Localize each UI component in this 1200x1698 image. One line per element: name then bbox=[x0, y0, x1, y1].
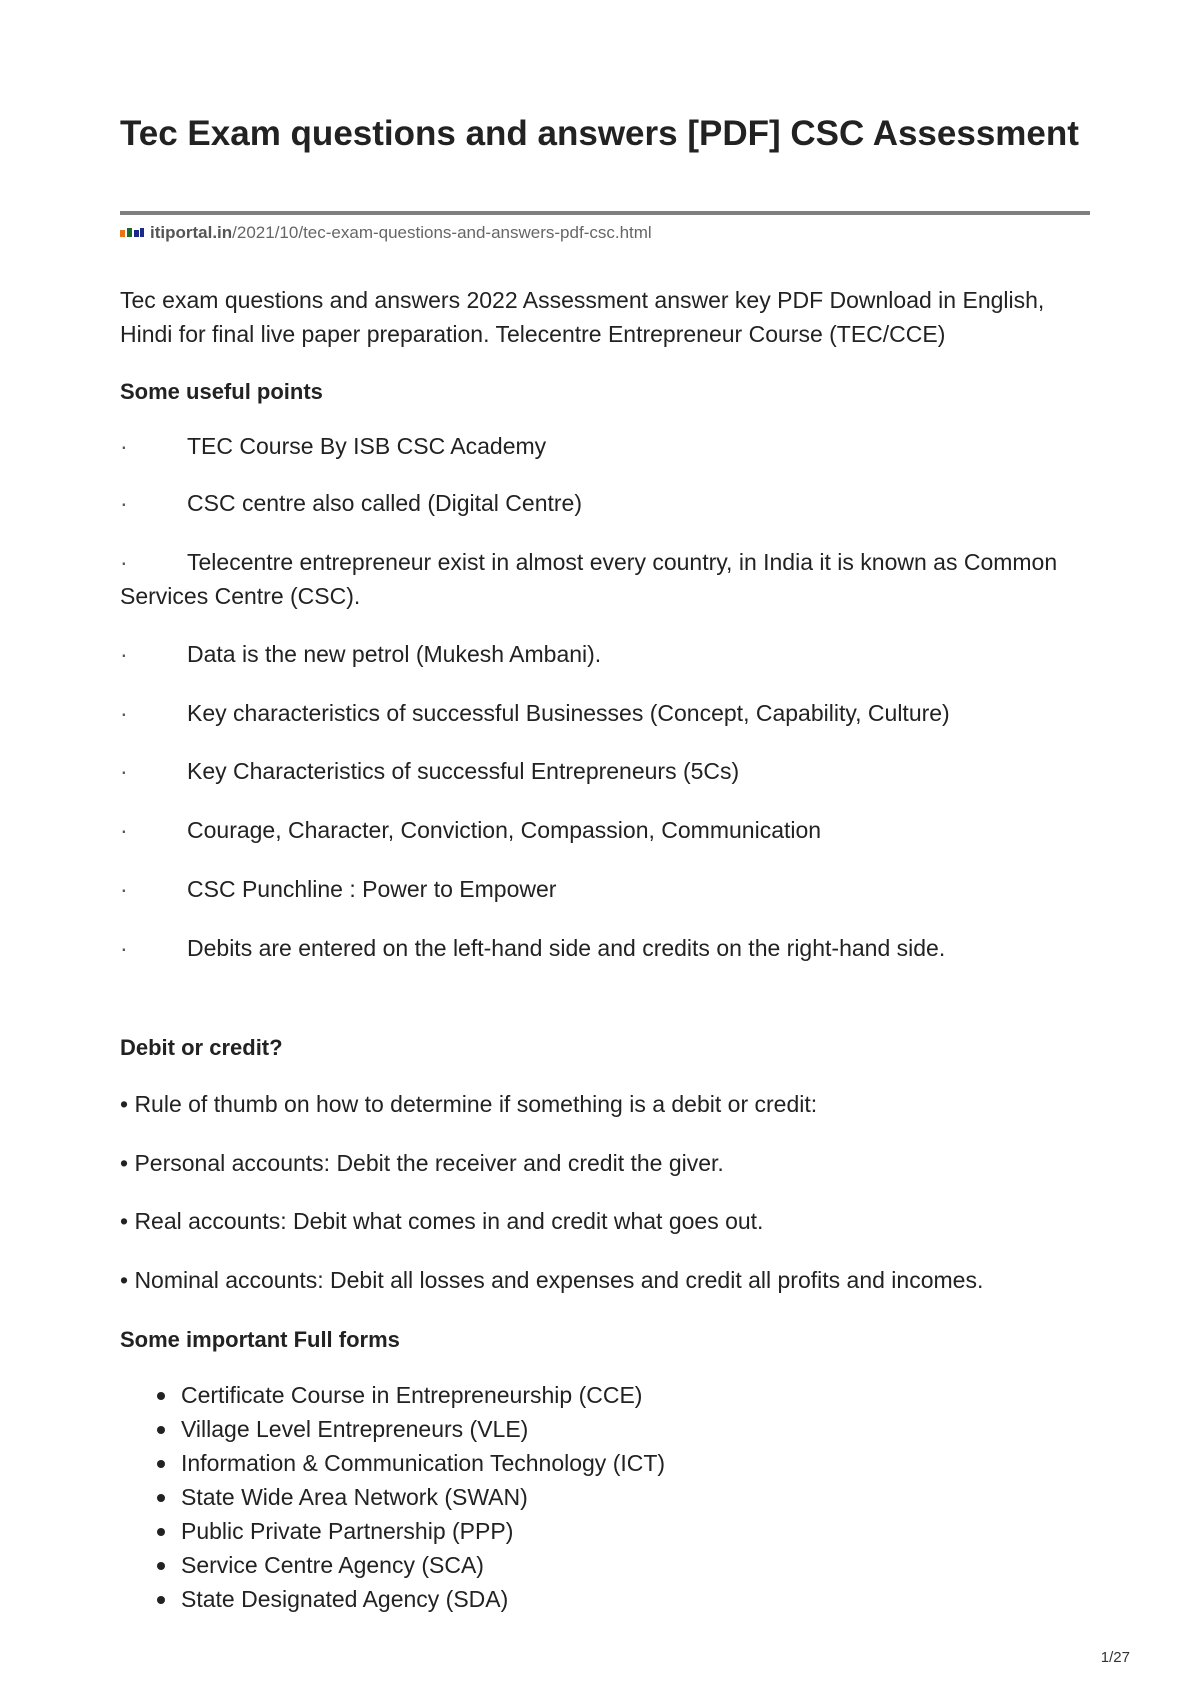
useful-point bbox=[120, 931, 1080, 965]
point-bullet: · bbox=[120, 433, 128, 459]
debit-credit-rule: • Real accounts: Debit what comes in and credit what goes out. bbox=[120, 1208, 764, 1234]
debit-credit-rule: • Rule of thumb on how to determine if something is a debit or credit: bbox=[120, 1091, 818, 1117]
point-text: Telecentre entrepreneur exist in almost every country, in India it is known as Common Services Centre (CSC). bbox=[120, 549, 1058, 609]
point-bullet: · bbox=[120, 876, 128, 902]
full-form-text: State Wide Area Network (SWAN) bbox=[181, 1484, 528, 1510]
list-item bbox=[181, 1514, 665, 1548]
full-forms-list bbox=[120, 1378, 665, 1616]
site-favicon-icon bbox=[120, 227, 144, 239]
bullet-icon bbox=[157, 1392, 165, 1400]
full-form-text: Public Private Partnership (PPP) bbox=[181, 1518, 514, 1544]
list-item bbox=[181, 1582, 665, 1616]
full-form-text: Information & Communication Technology (ICT) bbox=[181, 1450, 666, 1476]
point-text: CSC centre also called (Digital Centre) bbox=[187, 490, 582, 516]
bullet-icon bbox=[157, 1562, 165, 1570]
point-text: Data is the new petrol (Mukesh Ambani). bbox=[187, 641, 602, 667]
full-form-text: State Designated Agency (SDA) bbox=[181, 1586, 509, 1612]
point-text: CSC Punchline : Power to Empower bbox=[187, 876, 557, 902]
intro-paragraph: Tec exam questions and answers 2022 Assessment answer key PDF Download in English, Hindi for final live paper preparation. Telecentre Entrepreneur Course (TEC/CCE) bbox=[120, 287, 1045, 347]
point-text: Debits are entered on the left-hand side and credits on the right-hand side. bbox=[187, 935, 946, 961]
source-host: itiportal.in bbox=[150, 223, 233, 242]
point-bullet: · bbox=[120, 700, 128, 726]
source-url[interactable] bbox=[120, 222, 652, 244]
list-item bbox=[181, 1446, 665, 1480]
list-item bbox=[181, 1412, 665, 1446]
useful-point bbox=[120, 486, 1080, 520]
point-text: TEC Course By ISB CSC Academy bbox=[187, 433, 547, 459]
point-bullet: · bbox=[120, 935, 128, 961]
list-item bbox=[181, 1378, 665, 1412]
useful-point bbox=[120, 754, 1080, 788]
list-item bbox=[181, 1548, 665, 1582]
bullet-icon bbox=[157, 1494, 165, 1502]
section-heading-full-forms: Some important Full forms bbox=[120, 1327, 400, 1352]
section-heading-debit-credit: Debit or credit? bbox=[120, 1035, 283, 1060]
title-divider bbox=[120, 211, 1090, 215]
point-bullet: · bbox=[120, 758, 128, 784]
full-form-text: Service Centre Agency (SCA) bbox=[181, 1552, 484, 1578]
point-text: Key characteristics of successful Businesses (Concept, Capability, Culture) bbox=[187, 700, 950, 726]
page-title: Tec Exam questions and answers [PDF] CSC Assessment bbox=[120, 114, 1079, 153]
useful-point bbox=[120, 872, 1080, 906]
point-text: Courage, Character, Conviction, Compassion, Communication bbox=[187, 817, 822, 843]
section-heading-useful-points: Some useful points bbox=[120, 379, 323, 404]
useful-point bbox=[120, 696, 1080, 730]
full-form-text: Village Level Entrepreneurs (VLE) bbox=[181, 1416, 529, 1442]
bullet-icon bbox=[157, 1528, 165, 1536]
full-form-text: Certificate Course in Entrepreneurship (CCE) bbox=[181, 1382, 643, 1408]
point-bullet: · bbox=[120, 490, 128, 516]
page-number: 1/27 bbox=[1100, 1649, 1130, 1666]
useful-point bbox=[120, 637, 1080, 671]
useful-point bbox=[120, 813, 1080, 847]
list-item bbox=[181, 1480, 665, 1514]
bullet-icon bbox=[157, 1426, 165, 1434]
debit-credit-rule: • Personal accounts: Debit the receiver and credit the giver. bbox=[120, 1150, 724, 1176]
useful-point bbox=[120, 545, 1080, 613]
useful-point bbox=[120, 429, 1080, 463]
point-bullet: · bbox=[120, 641, 128, 667]
bullet-icon bbox=[157, 1596, 165, 1604]
point-bullet: · bbox=[120, 817, 128, 843]
source-path: /2021/10/tec-exam-questions-and-answers-pdf-csc.html bbox=[232, 223, 652, 242]
point-bullet: · bbox=[120, 549, 128, 575]
point-text: Key Characteristics of successful Entrepreneurs (5Cs) bbox=[187, 758, 740, 784]
bullet-icon bbox=[157, 1460, 165, 1468]
debit-credit-rule: • Nominal accounts: Debit all losses and expenses and credit all profits and incomes. bbox=[120, 1267, 984, 1293]
